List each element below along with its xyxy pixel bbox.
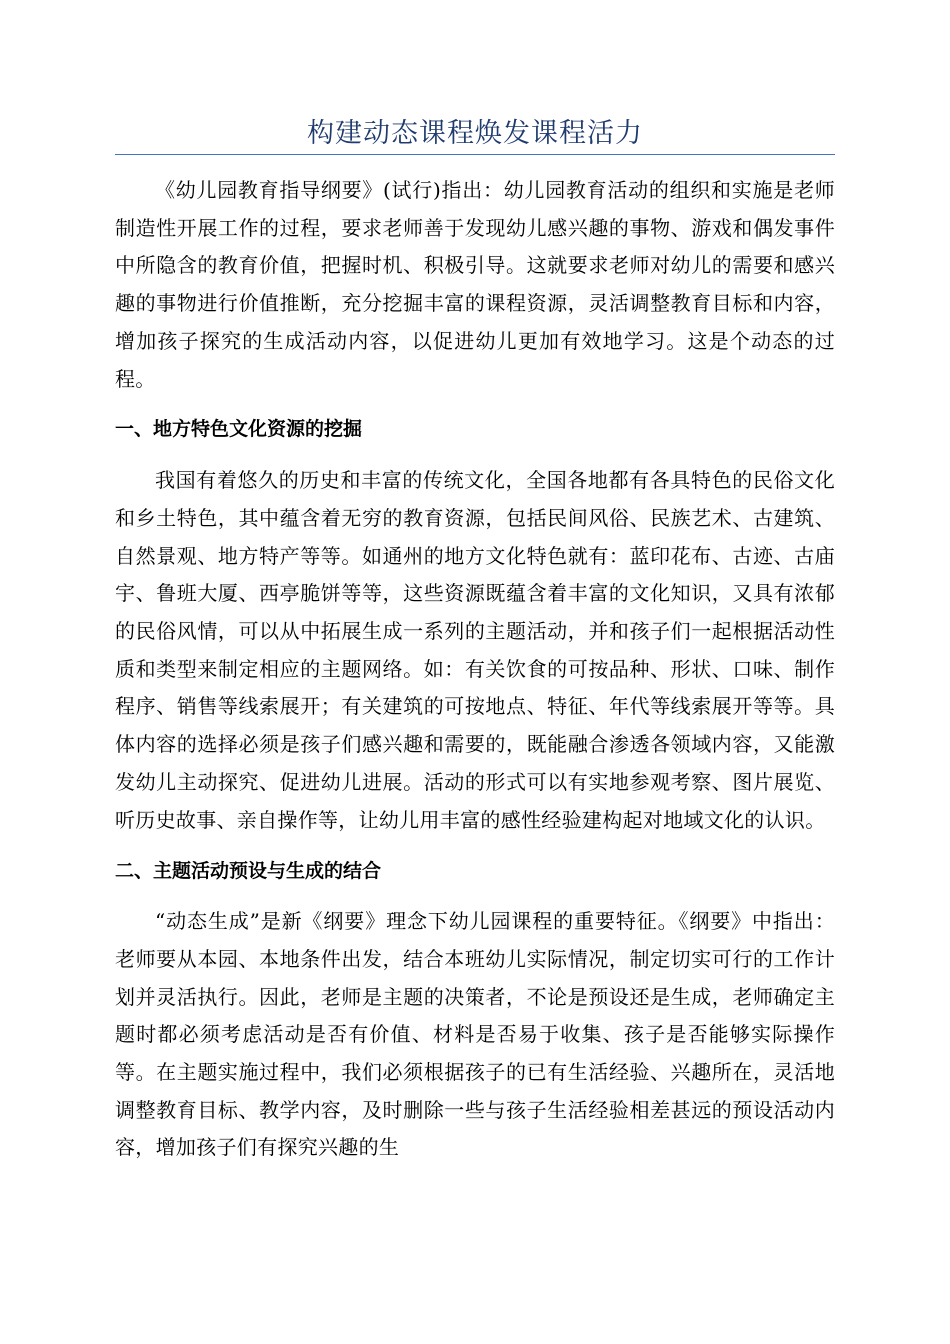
- document-title: 构建动态课程焕发课程活力: [307, 118, 643, 149]
- title-underline: [115, 154, 835, 155]
- section-1-paragraph: 我国有着悠久的历史和丰富的传统文化，全国各地都有各具特色的民俗文化和乡土特色，其中蕴含着无穷的教育资源，包括民间风俗、民族艺术、古建筑、自然景观、地方特产等等。如通州的地方文化特色就有：蓝印花布、古迹、古庙宇、鲁班大厦、西亭脆饼等等，这些资源既蕴含着丰富的文化知识，又具有浓郁的民俗风情，可以从中拓展生成一系列的主题活动，并和孩子们一起根据活动性质和类型来制定相应的主题网络。如：有关饮食的可按品种、形状、口味、制作程序、销售等线索展开；有关建筑的可按地点、特征、年代等线索展开等等。具体内容的选择必须是孩子们感兴趣和需要的，既能融合渗透各领域内容，又能激发幼儿主动探究、促进幼儿进展。活动的形式可以有实地参观考察、图片展览、听历史故事、亲自操作等，让幼儿用丰富的感性经验建构起对地域文化的认识。: [115, 468, 835, 832]
- intro-paragraph: 《幼儿园教育指导纲要》(试行)指出：幼儿园教育活动的组织和实施是老师制造性开展工作的过程，要求老师善于发现幼儿感兴趣的事物、游戏和偶发事件中所隐含的教育价值，把握时机、积极引导。这就要求老师对幼儿的需要和感兴趣的事物进行价值推断，充分挖掘丰富的课程资源，灵活调整教育目标和内容，增加孩子探究的生成活动内容，以促进幼儿更加有效地学习。这是个动态的过程。: [115, 178, 835, 391]
- document-body: [115, 172, 835, 1167]
- section-heading-2: 二、主题活动预设与生成的结合: [115, 860, 382, 883]
- section-2-paragraph: “动态生成”是新《纲要》理念下幼儿园课程的重要特征。《纲要》中指出：老师要从本园、本地条件出发，结合本班幼儿实际情况，制定切实可行的工作计划并灵活执行。因此，老师是主题的决策者，不论是预设还是生成，老师确定主题时都必须考虑活动是否有价值、材料是否易于收集、孩子是否能够实际操作等。在主题实施过程中，我们必须根据孩子的已有生活经验、兴趣所在，灵活地调整教育目标、教学内容，及时删除一些与孩子生活经验相差甚远的预设活动内容，增加孩子们有探究兴趣的生: [115, 909, 835, 1160]
- section-heading-1: 一、地方特色文化资源的挖掘: [115, 418, 363, 441]
